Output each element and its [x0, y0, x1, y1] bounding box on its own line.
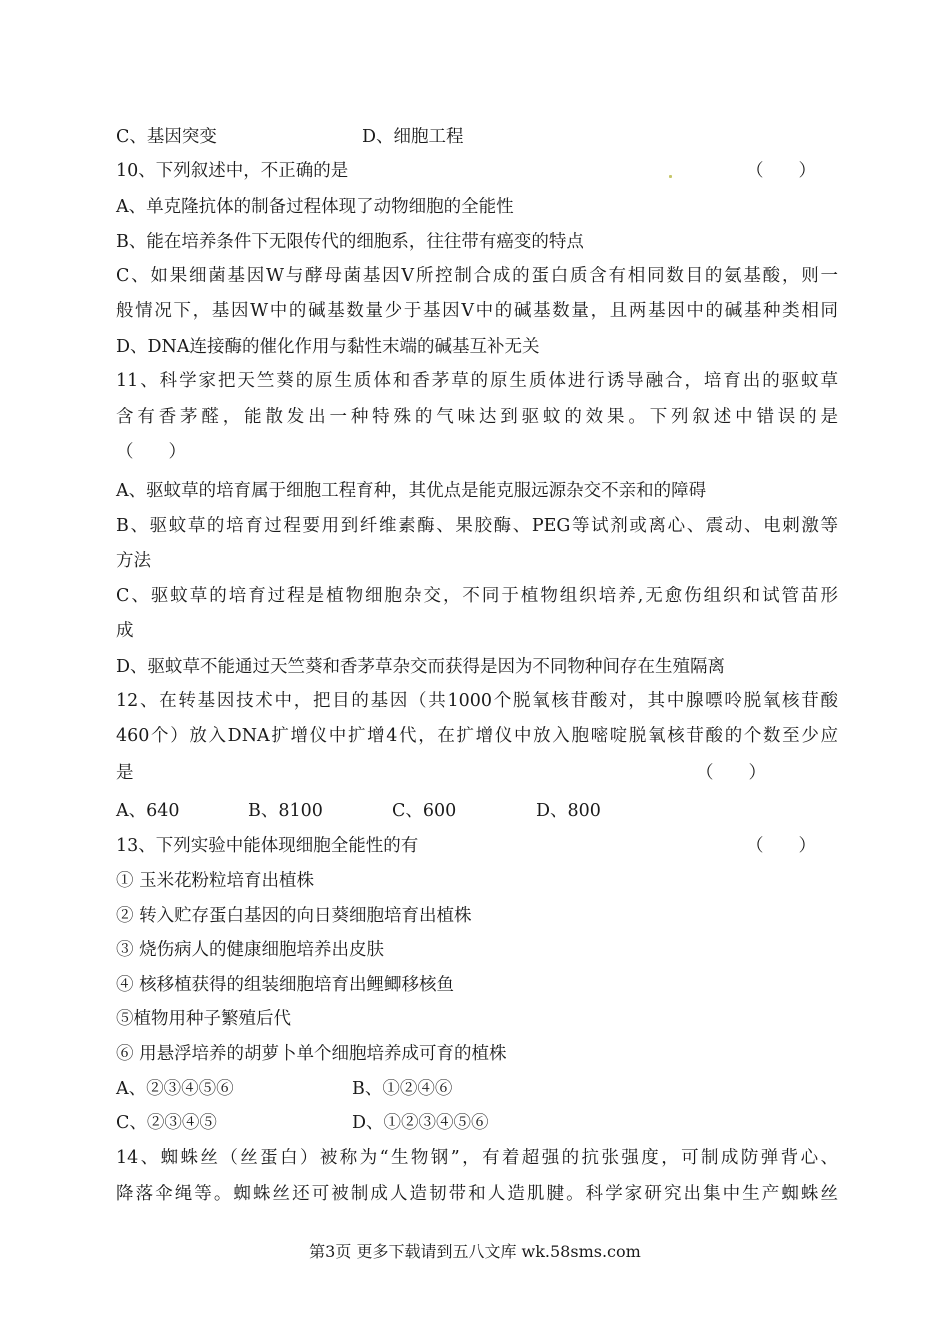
q13-option-d: D、①②③④⑤⑥ [352, 1113, 489, 1133]
q11-option-b-line2: 方法 [116, 551, 151, 571]
q12-stem-line1: 12、在转基因技术中，把目的基因（共1000个脱氧核苷酸对，其中腺嘌呤脱氧核苷酸 [116, 691, 838, 711]
q12-answer-blank: （ ） [696, 763, 766, 783]
q10-stem: 10、下列叙述中，不正确的是 [116, 161, 349, 181]
q13-item-3: ③ 烧伤病人的健康细胞培养出皮肤 [116, 940, 385, 960]
q11-stem-line1: 11、科学家把天竺葵的原生质体和香茅草的原生质体进行诱导融合，培育出的驱蚊草 [116, 371, 838, 391]
q11-option-a: A、驱蚊草的培育属于细胞工程育种，其优点是能克服远源杂交不亲和的障碍 [116, 481, 707, 501]
q14-stem-line2: 降落伞绳等。蜘蛛丝还可被制成人造韧带和人造肌腱。科学家研究出集中生产蜘蛛丝 [116, 1184, 838, 1204]
q13-answer-blank: （ ） [746, 836, 816, 856]
q13-item-4: ④ 核移植获得的组装细胞培育出鲤鲫移核鱼 [116, 975, 455, 995]
speck-mark [669, 175, 672, 178]
q11-option-c-line1: C、驱蚊草的培育过程是植物细胞杂交，不同于植物组织培养,无愈伤组织和试管苗形 [116, 586, 838, 606]
q11-answer-blank: （ ） [116, 442, 186, 462]
q10-option-d: D、DNA连接酶的催化作用与黏性末端的碱基互补无关 [116, 337, 540, 357]
q13-item-2: ② 转入贮存蛋白基因的向日葵细胞培育出植株 [116, 906, 472, 926]
q13-option-c: C、②③④⑤ [116, 1113, 217, 1133]
page-footer: 第3页 更多下载请到五八文库 wk.58sms.com [309, 1242, 641, 1261]
q12-stem-line3: 是 [116, 763, 134, 783]
q10-option-a: A、单克隆抗体的制备过程体现了动物细胞的全能性 [116, 197, 514, 217]
q11-stem-line2: 含有香茅醛，能散发出一种特殊的气味达到驱蚊的效果。下列叙述中错误的是 [116, 407, 838, 427]
q13-item-6: ⑥ 用悬浮培养的胡萝卜单个细胞培养成可育的植株 [116, 1044, 507, 1064]
q10-option-c-line1: C、如果细菌基因W与酵母菌基因V所控制合成的蛋白质含有相同数目的氨基酸，则一 [116, 266, 838, 286]
q10-answer-blank: （ ） [746, 161, 816, 181]
q12-option-b: B、8100 [248, 801, 323, 821]
q13-item-5: ⑤植物用种子繁殖后代 [116, 1009, 291, 1029]
q13-stem: 13、下列实验中能体现细胞全能性的有 [116, 836, 419, 856]
q11-option-c-line2: 成 [116, 621, 134, 641]
q9-option-d: D、细胞工程 [362, 127, 464, 147]
q11-option-b-line1: B、驱蚊草的培育过程要用到纤维素酶、果胶酶、PEG等试剂或离心、震动、电刺激等 [116, 516, 838, 536]
q14-stem-line1: 14、蜘蛛丝（丝蛋白）被称为“生物钢”，有着超强的抗张强度，可制成防弹背心、 [116, 1148, 838, 1168]
q9-option-c: C、基因突变 [116, 127, 217, 147]
q11-option-d: D、驱蚊草不能通过天竺葵和香茅草杂交而获得是因为不同物种间存在生殖隔离 [116, 657, 726, 677]
q10-option-b: B、能在培养条件下无限传代的细胞系，往往带有癌变的特点 [116, 232, 584, 252]
q12-stem-line2: 460个）放入DNA扩增仪中扩增4代，在扩增仪中放入胞嘧啶脱氧核苷酸的个数至少应 [116, 726, 838, 746]
q10-option-c-line2: 般情况下，基因W中的碱基数量少于基因V中的碱基数量，且两基因中的碱基种类相同 [116, 301, 838, 321]
q12-option-a: A、640 [116, 801, 180, 821]
q13-option-b: B、①②④⑥ [352, 1079, 453, 1099]
q12-option-d: D、800 [536, 801, 601, 821]
q12-option-c: C、600 [392, 801, 457, 821]
q13-option-a: A、②③④⑤⑥ [116, 1079, 234, 1099]
q13-item-1: ① 玉米花粉粒培育出植株 [116, 871, 315, 891]
